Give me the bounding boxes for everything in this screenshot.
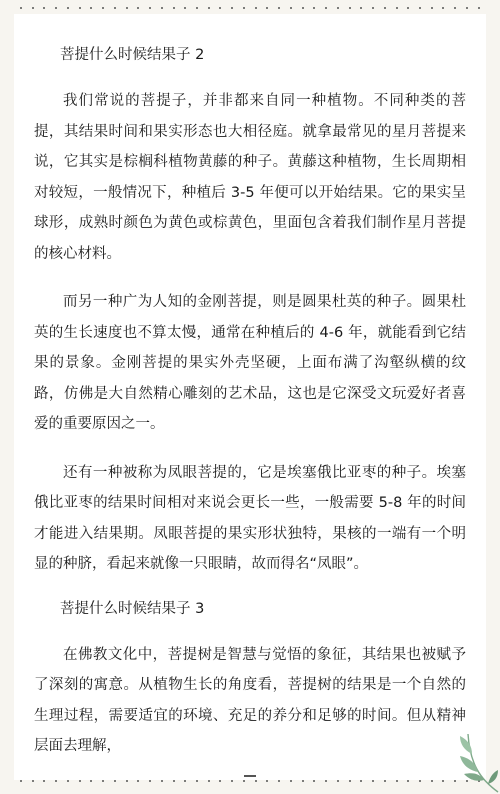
border-dot: [161, 7, 163, 9]
border-dot: [442, 7, 444, 9]
border-dot: [184, 7, 186, 9]
border-dot: [313, 780, 315, 782]
section-heading: 菩提什么时候结果子 2: [60, 47, 205, 63]
border-dot: [360, 7, 362, 9]
border-dot: [302, 780, 304, 782]
border-dot: [173, 780, 175, 782]
border-dot: [184, 780, 186, 782]
border-dot: [102, 7, 104, 9]
border-dot: [114, 7, 116, 9]
border-dot: [372, 7, 374, 9]
border-dot: [161, 780, 163, 782]
border-dot: [208, 780, 210, 782]
border-dot: [20, 780, 22, 782]
border-dot: [278, 780, 280, 782]
section-heading: 菩提什么时候结果子 3: [60, 600, 205, 617]
border-dot: [67, 780, 69, 782]
border-dot: [20, 7, 22, 9]
dotted-border-bottom: [20, 779, 480, 783]
border-dot: [290, 7, 292, 9]
border-dot: [431, 7, 433, 9]
border-dot: [114, 780, 116, 782]
border-dot: [407, 7, 409, 9]
border-dot: [79, 7, 81, 9]
border-dot: [219, 780, 221, 782]
border-dot: [419, 7, 421, 9]
article-body: [34, 44, 466, 780]
border-dot: [349, 780, 351, 782]
border-dot: [372, 780, 374, 782]
border-dot: [478, 7, 480, 9]
border-dot: [149, 780, 151, 782]
border-dot: [255, 780, 257, 782]
paragraph: 在佛教文化中，菩提树是智慧与觉悟的象征，其结果也被赋予了深刻的寓意。从植物生长的角度看，菩提树的结果是一个自然的生理过程，需要适宜的环境、充足的养分和足够的时间。但从精神层面去理解，: [34, 646, 466, 754]
border-dot: [126, 7, 128, 9]
border-dot: [266, 7, 268, 9]
border-dot: [208, 7, 210, 9]
border-dot: [32, 7, 34, 9]
border-dot: [55, 780, 57, 782]
border-dot: [137, 7, 139, 9]
border-dot: [349, 7, 351, 9]
border-dot: [337, 780, 339, 782]
border-dot: [384, 7, 386, 9]
border-dot: [173, 7, 175, 9]
border-dot: [90, 7, 92, 9]
border-dot: [79, 780, 81, 782]
border-dot: [231, 780, 233, 782]
border-dot: [337, 7, 339, 9]
border-dot: [67, 7, 69, 9]
border-dot: [55, 7, 57, 9]
border-dot: [90, 780, 92, 782]
border-dot: [243, 780, 245, 782]
border-dot: [255, 7, 257, 9]
dotted-border-top: [20, 6, 480, 10]
border-dot: [360, 780, 362, 782]
border-dot: [32, 780, 34, 782]
border-dot: [137, 780, 139, 782]
border-dot: [454, 7, 456, 9]
border-dot: [126, 780, 128, 782]
border-dot: [231, 7, 233, 9]
border-dot: [325, 7, 327, 9]
border-dot: [384, 780, 386, 782]
border-dot: [313, 7, 315, 9]
border-dot: [196, 780, 198, 782]
paragraph: 而另一种广为人知的金刚菩提，则是圆果杜英的种子。圆果杜英的生长速度也不算太慢，通常在种植后的 4-6 年，就能看到它结果的景象。金刚菩提的果实外壳坚硬，上面布满了沟壑纵横的纹路，仿佛是大自然精心雕刻的艺术品，这也是它深受文玩爱好者喜爱的重要原因之一。: [34, 294, 466, 432]
leaf-sprig-icon: [440, 724, 500, 794]
border-dot: [466, 7, 468, 9]
border-dot: [325, 780, 327, 782]
paragraph: 我们常说的菩提子，并非都来自同一种植物。不同种类的菩提，其结果时间和果实形态也大相径庭。就拿最常见的星月菩提来说，它其实是棕榈科植物黄藤的种子。黄藤这种植物，生长周期相对较短，一般情况下，种植后 3-5 年便可以开始结果。它的果实呈球形，成熟时颜色为黄色或棕黄色，里面包含着我们制作星月菩提的核心材料。: [34, 93, 466, 262]
border-dot: [43, 7, 45, 9]
border-dot: [149, 7, 151, 9]
border-dot: [431, 780, 433, 782]
border-dot: [419, 780, 421, 782]
border-dot: [290, 780, 292, 782]
border-dot: [407, 780, 409, 782]
border-dot: [102, 780, 104, 782]
border-dot: [396, 7, 398, 9]
border-dot: [43, 780, 45, 782]
border-dot: [396, 780, 398, 782]
border-dot: [196, 7, 198, 9]
border-dot: [243, 7, 245, 9]
border-dot: [219, 7, 221, 9]
border-dot: [302, 7, 304, 9]
paragraph: 还有一种被称为凤眼菩提的，它是埃塞俄比亚枣的种子。埃塞俄比亚枣的结果时间相对来说会更长一些，一般需要 5-8 年的时间才能进入结果期。凤眼菩提的果实形状独特，果核的一端有一个明显的种脐，看起来就像一只眼睛，故而得名“凤眼”。: [34, 464, 466, 572]
border-dot: [266, 780, 268, 782]
border-dot: [278, 7, 280, 9]
